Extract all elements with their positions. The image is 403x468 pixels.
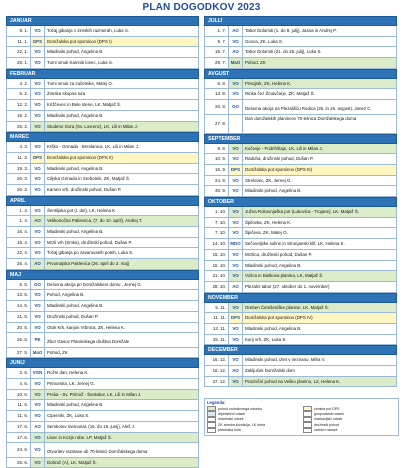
event-code: VO xyxy=(31,379,45,389)
event-title: Družinski pohod, Dušan P. xyxy=(47,313,99,319)
event-title: Točaj gibanja v zimskih razmerah, Luka S. xyxy=(47,28,129,33)
event-date: 25. 11. xyxy=(205,335,229,345)
event-date: 15. 10. xyxy=(205,250,229,260)
event-row xyxy=(6,443,199,458)
event-code: DPS xyxy=(31,37,45,47)
event-title: Južna Rokovnjaška pot (Lukovica - Trojane), LK, Matjaž Š. xyxy=(243,207,396,217)
event-title: Govca, ZK, Luka S. xyxy=(245,38,284,44)
event-code: GO xyxy=(229,100,243,114)
event-title: Dan domžalskih planincev 70-letnica Domžalskega doma xyxy=(245,116,357,122)
event-date: 9. 9. xyxy=(205,144,229,154)
event-date: 16. 4. xyxy=(7,227,31,237)
event-title: Mladinski pohod, Angelina B. xyxy=(47,165,104,171)
month-header: MAREC xyxy=(6,132,199,142)
event-row xyxy=(6,248,199,259)
event-row xyxy=(6,411,199,422)
event-code: VO xyxy=(229,324,243,334)
event-code: VO xyxy=(229,186,243,196)
event-date: 13. 5. xyxy=(7,290,31,300)
event-code: VO xyxy=(229,228,243,238)
legend-swatch xyxy=(207,428,216,433)
event-row xyxy=(6,458,199,468)
event-row xyxy=(6,323,199,334)
event-code: VO xyxy=(229,355,243,365)
event-row xyxy=(6,111,199,122)
month-header: DECEMBER xyxy=(204,345,397,355)
month-header: JANUAR xyxy=(6,16,199,26)
event-code: VO xyxy=(229,79,243,89)
event-row xyxy=(204,313,397,324)
month-header: NOVEMBER xyxy=(204,293,397,303)
event-row xyxy=(6,290,199,301)
event-title: Preka - Sv. Primož - Šentabor, LK, Lili in Milan J. xyxy=(45,390,198,400)
event-code: AO xyxy=(31,422,45,432)
event-title: Mladinski pohod, Angelina B. xyxy=(245,262,302,268)
event-row xyxy=(6,280,199,291)
event-title: Pohod, ZK xyxy=(47,349,68,355)
event-date: 29. 1. xyxy=(7,58,31,68)
event-row xyxy=(6,185,199,196)
event-row xyxy=(204,37,397,48)
event-row xyxy=(204,366,397,377)
legend-label: alpinistični odsek xyxy=(218,412,246,417)
event-row xyxy=(6,58,199,69)
event-date: 1. 10. xyxy=(205,207,229,217)
event-row xyxy=(6,333,199,348)
event-code: VO xyxy=(31,58,45,68)
event-row xyxy=(204,355,397,366)
event-row xyxy=(204,207,397,218)
event-code: VO xyxy=(229,207,243,217)
event-title: Zaključek Domžalski dom xyxy=(245,368,295,373)
event-code: VO xyxy=(31,400,45,410)
event-code: VO xyxy=(31,290,45,300)
event-title: Tabor Dolomiti (21. do 25. julij), Luka S. xyxy=(245,49,322,55)
event-code: VO xyxy=(31,89,45,99)
event-row xyxy=(204,261,397,272)
event-code: VO xyxy=(229,176,243,186)
event-code: VO xyxy=(229,250,243,260)
event-date: 19. 2. xyxy=(7,111,31,121)
event-row xyxy=(204,186,397,197)
event-date: 11. 3. xyxy=(7,153,31,163)
event-date: 17. 6. xyxy=(7,433,31,443)
event-title: Domžalska pot spominov (DPS I) xyxy=(45,37,198,47)
event-title: Mladinski pohod, Angelina B. xyxy=(47,402,104,408)
event-code: VO xyxy=(229,377,243,387)
event-title: Mladinski pohod, Angelina B. xyxy=(47,229,104,234)
event-title: Mladinski pohod, Angelina B. xyxy=(47,49,104,55)
legend-item xyxy=(207,428,300,433)
event-title: Studeno Gora (Sv. Lovrenc), LK, Lili in Milan J. xyxy=(45,122,198,132)
event-code: MDO xyxy=(229,239,243,249)
event-row xyxy=(6,216,199,227)
legend-label: zimska pot DPS xyxy=(314,406,340,411)
event-title: Krško - Grmada - Breslanica, LK, Lili in Milan J. xyxy=(47,144,139,150)
event-date: 26. 3. xyxy=(7,174,31,184)
event-date: 12. 11. xyxy=(205,324,229,334)
event-title: Zimska skupna tura xyxy=(47,91,86,97)
legend xyxy=(204,398,399,436)
event-title: Mladinski pohod, Angelina B. xyxy=(47,303,104,309)
event-row xyxy=(6,400,199,411)
event-row xyxy=(6,390,199,401)
event-row xyxy=(6,227,199,238)
event-row xyxy=(204,228,397,239)
event-row xyxy=(6,348,199,359)
event-date: 7. 10. xyxy=(205,218,229,228)
month-header: JULIJ xyxy=(204,16,397,26)
event-date: 24. 9. xyxy=(205,176,229,186)
event-date: 11. 1. xyxy=(7,37,31,47)
event-title: Otvoritev razstave ob 70-letnici Domžalskega doma xyxy=(47,448,148,454)
event-code: VO xyxy=(229,154,243,164)
event-title: Mrzlica, družinski pohod, Dušan P. xyxy=(245,251,313,257)
event-date: 15. 10. xyxy=(205,261,229,271)
event-code: DPS xyxy=(229,165,243,175)
event-row xyxy=(204,100,397,115)
event-date: 4. 6. xyxy=(7,379,31,389)
event-code: VO xyxy=(31,111,45,121)
legend-swatch xyxy=(303,428,312,433)
event-title: Primorska, LK, Jernej G. xyxy=(47,381,95,387)
event-title: Zbor Gasov Planinskega društva Domžale xyxy=(47,338,130,344)
event-code: VO xyxy=(229,261,243,271)
event-date: 25. 6. xyxy=(7,458,31,468)
event-date: 21. 5. xyxy=(7,312,31,322)
event-date: 8. 1. xyxy=(7,26,31,36)
event-code: VO xyxy=(31,164,45,174)
event-title: Vošca in Bielkova planina, LK, Matjaž Š. xyxy=(243,271,396,281)
event-date: 7. 10. xyxy=(205,228,229,238)
event-row xyxy=(204,377,397,388)
event-title: Rožni dan, Helena K. xyxy=(47,370,89,376)
event-title: Sečoveljske soline in Strunjanski klif, LK, Helena K. xyxy=(245,241,345,247)
event-title: Kurji vrh, ZK, Luka S. xyxy=(245,336,287,342)
event-title: Tumi smuk Kamniti lovec, Luka S. xyxy=(47,60,113,66)
event-row xyxy=(6,37,199,48)
month-header: JUNIJ xyxy=(6,358,199,368)
legend-label: gospodarski odsek xyxy=(314,412,344,417)
event-title: Mladinski pohod, Angelina B. xyxy=(245,188,302,194)
event-row xyxy=(204,89,397,100)
event-row xyxy=(204,335,397,346)
event-title: Mladinski pohod, izlet v neznano, Miha V. xyxy=(245,357,326,363)
event-date: 17. 6. xyxy=(7,422,31,432)
legend-title: Legenda: xyxy=(207,400,226,405)
event-code: MaO xyxy=(229,58,243,68)
event-title: Plezalni tabor (27. oktober do 1. november) xyxy=(245,283,330,289)
event-code: MaO xyxy=(31,348,45,358)
event-date: 3. 6. xyxy=(7,368,31,378)
event-code: VO xyxy=(31,312,45,322)
event-code: VO xyxy=(31,458,45,468)
event-date: 12. 2. xyxy=(7,100,31,110)
event-code: PE xyxy=(31,333,45,347)
event-code: VO xyxy=(229,335,243,345)
event-code: VO xyxy=(229,89,243,99)
event-row xyxy=(6,259,199,270)
month-header: APRIL xyxy=(6,196,199,206)
event-row xyxy=(6,142,199,153)
event-title: Raduha, družinski pohod, Dušan P. xyxy=(245,156,314,162)
event-row xyxy=(204,218,397,229)
event-row xyxy=(204,144,397,155)
event-code: VO xyxy=(31,301,45,311)
legend-label: planinska šola xyxy=(218,428,241,433)
event-date: 26. 4. xyxy=(7,259,31,269)
event-code: AO xyxy=(31,216,45,226)
event-code: VO xyxy=(31,79,45,89)
event-title: Strelovec, ZK, Jernej G. xyxy=(245,177,292,183)
event-date: 30. 9. xyxy=(205,186,229,196)
event-title: Delovna akcija pri Domžalskem domu , Jernej G. xyxy=(47,281,142,287)
event-row xyxy=(204,26,397,37)
event-title: Semkotov memorial, (16. do 18. junij), Aleš J. xyxy=(47,423,136,429)
event-code: VO xyxy=(31,206,45,216)
event-code: VGN xyxy=(31,368,45,378)
month-header: MAJ xyxy=(6,270,199,280)
event-code: VO xyxy=(31,122,45,132)
legend-label: markacijski odsek xyxy=(314,417,343,422)
event-row xyxy=(6,47,199,58)
event-title: Rinka čez Žmavčarje, ZK, Matjaž Š. xyxy=(245,91,315,97)
event-code: VO xyxy=(229,218,243,228)
event-date: 10. 6. xyxy=(7,390,31,400)
event-row xyxy=(204,239,397,250)
event-code: VO xyxy=(31,26,45,36)
event-title: Mladinski pohod, Angelina B. xyxy=(245,325,302,331)
event-title: Prisojnik, ZK, Helena K. xyxy=(243,79,396,89)
event-date: 16. 12. xyxy=(205,366,229,376)
event-title: Dobrač (A), LK, Matjaž Š. xyxy=(45,458,198,468)
event-date: 24. 6. xyxy=(7,443,31,457)
right-column xyxy=(204,16,397,387)
event-title: Domžalska pot spominov (DPS IV) xyxy=(243,313,396,323)
event-code: VO xyxy=(31,433,45,443)
event-code: AO xyxy=(31,259,45,269)
legend-label: pohod vodnikovega odseka xyxy=(218,406,262,411)
event-row xyxy=(6,26,199,37)
legend-item xyxy=(303,428,396,433)
event-row xyxy=(204,303,397,314)
event-date: 10. 9. xyxy=(205,154,229,164)
event-date: 15. 7. xyxy=(205,47,229,57)
event-title: Delovna akcija na Plezališču Rodica (25. in 26. avgust), Janez C. xyxy=(245,105,372,111)
event-title: Šentiljska pot (I. del), LK, Helena K. xyxy=(47,207,117,213)
event-date: 5. 11. xyxy=(205,303,229,313)
event-code: VO xyxy=(229,37,243,47)
event-date: 25. 5. xyxy=(7,333,31,347)
event-date: 6. 8. xyxy=(205,79,229,89)
event-row xyxy=(6,368,199,379)
event-row xyxy=(204,115,397,134)
event-code: VO xyxy=(31,323,45,333)
legend-label: varstvo narave xyxy=(314,428,338,433)
event-date: 28. 10. xyxy=(205,282,229,292)
month-header: OKTOBER xyxy=(204,197,397,207)
event-date: 1. 4. xyxy=(7,216,31,226)
event-title: Greben Čemšeniške planine, LK, Matjaž Š. xyxy=(243,303,396,313)
event-code: AO xyxy=(229,47,243,57)
event-row xyxy=(204,282,397,293)
event-code: VO xyxy=(229,271,243,281)
event-title: Prvomajska Paklenica (26. april do 2. maj) xyxy=(45,259,198,269)
event-title: Prazniční pohod na Veliko planino, LZ, Helena K. xyxy=(243,377,396,387)
event-code: AO xyxy=(229,282,243,292)
event-row xyxy=(6,89,199,100)
event-code: DPS xyxy=(31,153,45,163)
month-header: AVGUST xyxy=(204,69,397,79)
event-title: Špičeva, ZK, Matej O. xyxy=(245,230,288,236)
event-row xyxy=(204,324,397,335)
event-row xyxy=(204,250,397,261)
event-row xyxy=(6,422,199,433)
event-date: 16. 9. xyxy=(205,165,229,175)
legend-label: ZK zimska kondicija, LK letna xyxy=(218,422,265,427)
event-row xyxy=(204,79,397,90)
event-row xyxy=(6,174,199,185)
event-date: 11. 11. xyxy=(205,313,229,323)
event-title: Špilovka, ZK, Helena K. xyxy=(245,219,292,225)
event-date: 22. 4. xyxy=(7,248,31,258)
event-date: 26. 3. xyxy=(7,185,31,195)
event-title: Ciljska Grmada in Srebotnik, ZK, Matjaž Š. xyxy=(47,176,131,182)
event-date: 16. 12. xyxy=(205,355,229,365)
legend-label: družinski pohod xyxy=(314,422,340,427)
event-date: 22. 1. xyxy=(7,47,31,57)
event-row xyxy=(204,58,397,69)
event-date: 14. 10. xyxy=(205,239,229,249)
event-row xyxy=(204,165,397,176)
event-title: Lisec in Kozje robe, LP, Matjaž Š. xyxy=(45,433,198,443)
event-title: Domžalska pot spominov (DPS III) xyxy=(243,165,396,175)
event-title: Pohod, ZK xyxy=(243,58,396,68)
event-title: Kočevje - Fridrihštajn, LK, Lili in Milan J. xyxy=(243,144,396,154)
event-code: DPS xyxy=(229,313,243,323)
event-code: VO xyxy=(31,390,45,400)
event-date: 29. 7. xyxy=(205,58,229,68)
event-code: VO xyxy=(31,411,45,421)
month-header: SEPTEMBER xyxy=(204,134,397,144)
event-title: Ciperniki, ZK, Luka S. xyxy=(47,413,90,419)
event-code: VO xyxy=(31,100,45,110)
event-code: VO xyxy=(31,248,45,258)
event-code: VO xyxy=(31,142,45,152)
event-row xyxy=(204,47,397,58)
event-row xyxy=(6,100,199,111)
event-date: 20. 5. xyxy=(7,323,31,333)
event-row xyxy=(6,238,199,249)
event-title: Mladinski pohod, Angelina B. xyxy=(47,112,104,118)
event-date: 4. 2. xyxy=(7,79,31,89)
event-title: Velikonočna Paklenica, (7. do 10. april), Andrej T. xyxy=(45,216,198,226)
event-code: AO xyxy=(229,26,243,36)
month-header: FEBRUAR xyxy=(6,69,199,79)
event-row xyxy=(204,176,397,187)
legend-label: mladinski odsek xyxy=(218,417,244,422)
event-date: 5. 2. xyxy=(7,89,31,99)
event-code: VO xyxy=(31,47,45,57)
event-row xyxy=(204,271,397,282)
event-code: VO xyxy=(31,238,45,248)
event-date: 19. 3. xyxy=(7,164,31,174)
event-date: 4. 3. xyxy=(7,142,31,152)
event-row xyxy=(6,379,199,390)
event-row xyxy=(6,301,199,312)
event-date: 11. 6. xyxy=(7,400,31,410)
event-date: 27. 5. xyxy=(7,348,31,358)
event-row xyxy=(6,164,199,175)
event-date: 9. 7. xyxy=(205,37,229,47)
event-date: 21. 10. xyxy=(205,271,229,281)
event-code: VO xyxy=(31,443,45,457)
event-title: Pohod, Angelina B. xyxy=(47,292,85,298)
event-code xyxy=(229,115,243,133)
event-title: Otok Krk, kanjon Vrbnica, ZK, Helena K. xyxy=(47,324,126,330)
legend-items xyxy=(205,406,398,435)
event-date: 1. 4. xyxy=(7,206,31,216)
event-title: Kamen vrh, družinski pohod, Dušan P. xyxy=(47,186,122,192)
left-column xyxy=(6,16,199,468)
page-title: PLAN DOGODKOV 2023 xyxy=(142,2,261,13)
event-row xyxy=(6,206,199,217)
event-row xyxy=(6,122,199,133)
event-date: 16. 4. xyxy=(7,238,31,248)
event-row xyxy=(6,79,199,90)
event-title: Mrzli vrh (Smka), družinski pohod, Dušan P. xyxy=(47,239,133,245)
event-date: 14. 5. xyxy=(7,301,31,311)
event-row xyxy=(204,154,397,165)
event-date: 11. 6. xyxy=(7,411,31,421)
event-date: 6. 5. xyxy=(7,280,31,290)
event-date: 27. 12. xyxy=(205,377,229,387)
event-code: AO xyxy=(229,366,243,376)
event-date: 1. 7. xyxy=(205,26,229,36)
event-title: Križčevec in Bele stene, LK, Matjaž Š. xyxy=(47,102,122,108)
event-date: 27. 8. xyxy=(205,115,229,133)
event-date: 13. 8. xyxy=(205,89,229,99)
event-row xyxy=(6,153,199,164)
event-title: Tabor Dolomiti (1. do 9. julij), Jasna in Andrej P. xyxy=(245,28,337,33)
event-date: 25. 2. xyxy=(7,122,31,132)
event-title: Domžalska pot spominov (DPS II) xyxy=(45,153,198,163)
event-code: VO xyxy=(229,303,243,313)
event-row xyxy=(6,312,199,323)
event-code: VO xyxy=(31,174,45,184)
event-code: VO xyxy=(31,227,45,237)
event-code: VO xyxy=(31,185,45,195)
event-title: Tumi smuk za začetnike, Matej O. xyxy=(47,80,113,86)
event-date: 26. 8. xyxy=(205,100,229,114)
event-code: VO xyxy=(229,144,243,154)
event-title: Točaj gibanja po zavarovanih poteh, Luka S. xyxy=(47,250,134,256)
event-code: GO xyxy=(31,280,45,290)
